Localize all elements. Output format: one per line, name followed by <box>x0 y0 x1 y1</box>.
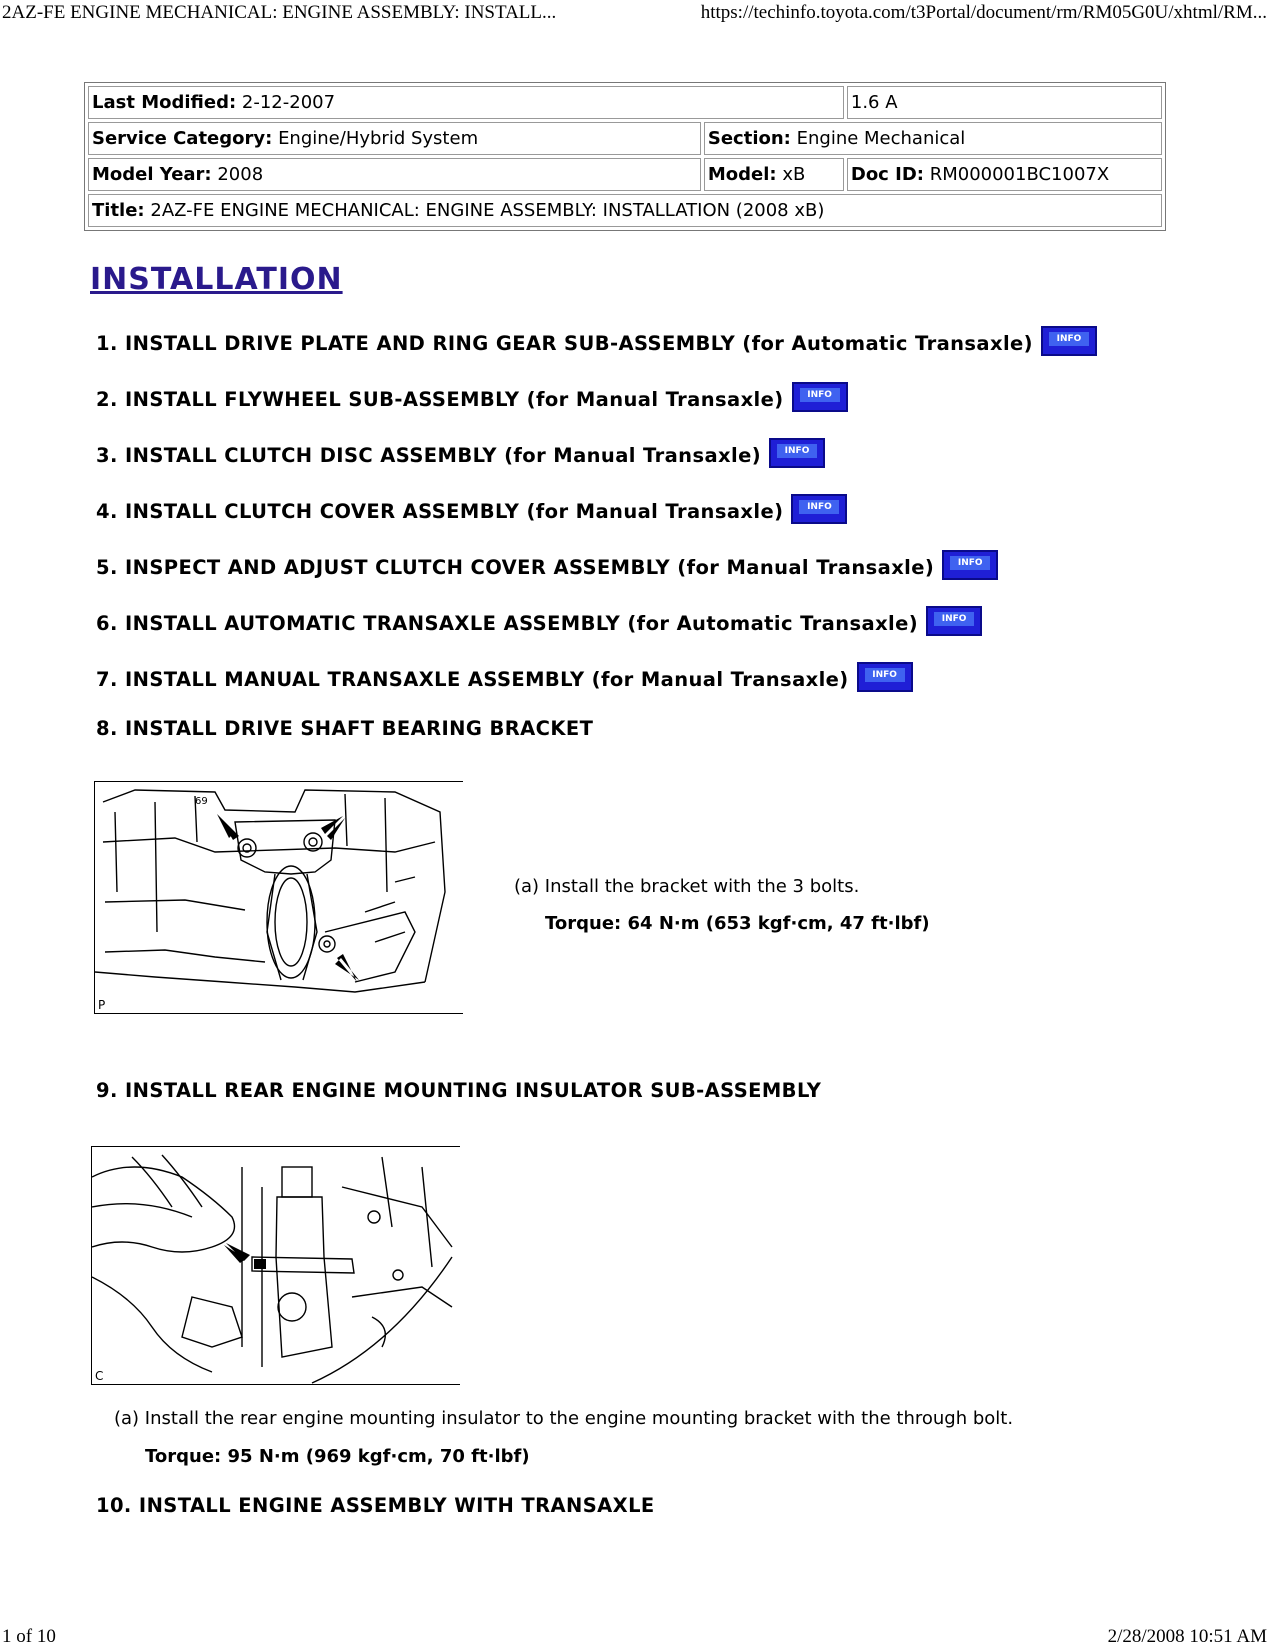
version-cell <box>847 86 1162 119</box>
info-label: INFO <box>950 556 990 570</box>
figure-label: P <box>98 998 106 1012</box>
print-header <box>0 0 1275 26</box>
step-2-text: 2. INSTALL FLYWHEEL SUB-ASSEMBLY (for Manual Transaxle) <box>96 388 784 411</box>
last-modified-label: Last Modified: <box>92 92 237 113</box>
section-cell <box>704 122 1162 155</box>
bearing-bracket-figure <box>94 781 463 1014</box>
title-label: Title: <box>92 200 145 221</box>
doc-id-cell <box>847 158 1162 191</box>
model-cell <box>704 158 844 191</box>
info-button-step-4[interactable] <box>791 494 847 524</box>
info-button-step-5[interactable] <box>942 550 998 580</box>
model-year-value: 2008 <box>217 164 264 185</box>
step-6-text: 6. INSTALL AUTOMATIC TRANSAXLE ASSEMBLY (for Automatic Transaxle) <box>96 612 919 635</box>
model-year-cell <box>88 158 701 191</box>
step-8: 8. INSTALL DRIVE SHAFT BEARING BRACKET <box>96 717 594 740</box>
step-10: 10. INSTALL ENGINE ASSEMBLY WITH TRANSAXLE <box>96 1494 655 1517</box>
bearing-bracket-illustration <box>95 782 463 1013</box>
info-button-step-1[interactable] <box>1041 326 1097 356</box>
step-4-text: 4. INSTALL CLUTCH COVER ASSEMBLY (for Manual Transaxle) <box>96 500 784 523</box>
info-label: INFO <box>934 612 974 626</box>
step-4 <box>96 494 847 524</box>
step-9: 9. INSTALL REAR ENGINE MOUNTING INSULATOR SUB-ASSEMBLY <box>96 1079 822 1102</box>
step-2 <box>96 382 848 412</box>
step-7 <box>96 662 913 692</box>
last-modified-value: 2-12-2007 <box>241 92 336 113</box>
title-value: 2AZ-FE ENGINE MECHANICAL: ENGINE ASSEMBLY: INSTALLATION (2008 xB) <box>150 200 825 221</box>
last-modified-cell <box>88 86 844 119</box>
info-button-step-7[interactable] <box>857 662 913 692</box>
step-9-instruction: (a) Install the rear engine mounting insulator to the engine mounting bracket with the through bolt. <box>114 1408 1014 1429</box>
step-5 <box>96 550 998 580</box>
rear-mount-insulator-illustration <box>92 1147 460 1384</box>
version-value: 1.6 A <box>850 92 898 113</box>
doc-id-label: Doc ID: <box>850 164 924 185</box>
step-7-text: 7. INSTALL MANUAL TRANSAXLE ASSEMBLY (for Manual Transaxle) <box>96 668 849 691</box>
info-label: INFO <box>800 388 840 402</box>
info-label: INFO <box>865 668 905 682</box>
figure-label: C <box>95 1369 104 1383</box>
page-count: 1 of 10 <box>2 1626 56 1647</box>
step-3-text: 3. INSTALL CLUTCH DISC ASSEMBLY (for Manual Transaxle) <box>96 444 762 467</box>
step-8-instruction: (a) Install the bracket with the 3 bolts. <box>514 876 860 897</box>
document-metadata-table <box>84 82 1166 231</box>
print-header-title: 2AZ-FE ENGINE MECHANICAL: ENGINE ASSEMBLY: INSTALL... <box>2 2 557 23</box>
model-label: Model: <box>707 164 777 185</box>
title-cell <box>88 194 1162 227</box>
model-value: xB <box>782 164 806 185</box>
service-category-cell <box>88 122 701 155</box>
step-3 <box>96 438 825 468</box>
print-footer <box>0 1624 1275 1650</box>
page-title: INSTALLATION <box>90 262 343 297</box>
step-6 <box>96 606 982 636</box>
print-header-url[interactable]: https://techinfo.toyota.com/t3Portal/document/rm/RM05G0U/xhtml/RM... <box>700 2 1267 23</box>
print-datetime: 2/28/2008 10:51 AM <box>1107 1626 1267 1647</box>
info-button-step-2[interactable] <box>792 382 848 412</box>
step-1 <box>96 326 1097 356</box>
doc-id-value: RM000001BC1007X <box>929 164 1110 185</box>
step-8-torque: Torque: 64 N·m (653 kgf·cm, 47 ft·lbf) <box>545 913 930 934</box>
info-label: INFO <box>777 444 817 458</box>
info-button-step-6[interactable] <box>926 606 982 636</box>
info-button-step-3[interactable] <box>769 438 825 468</box>
service-category-value: Engine/Hybrid System <box>278 128 479 149</box>
step-1-text: 1. INSTALL DRIVE PLATE AND RING GEAR SUB-ASSEMBLY (for Automatic Transaxle) <box>96 332 1033 355</box>
info-label: INFO <box>799 500 839 514</box>
service-category-label: Service Category: <box>92 128 273 149</box>
model-year-label: Model Year: <box>92 164 212 185</box>
rear-mount-insulator-figure <box>91 1146 460 1385</box>
section-label: Section: <box>707 128 791 149</box>
info-label: INFO <box>1049 332 1089 346</box>
step-9-torque: Torque: 95 N·m (969 kgf·cm, 70 ft·lbf) <box>145 1446 530 1467</box>
step-5-text: 5. INSPECT AND ADJUST CLUTCH COVER ASSEMBLY (for Manual Transaxle) <box>96 556 935 579</box>
figure-mark: 69 <box>195 796 208 807</box>
section-value: Engine Mechanical <box>796 128 966 149</box>
